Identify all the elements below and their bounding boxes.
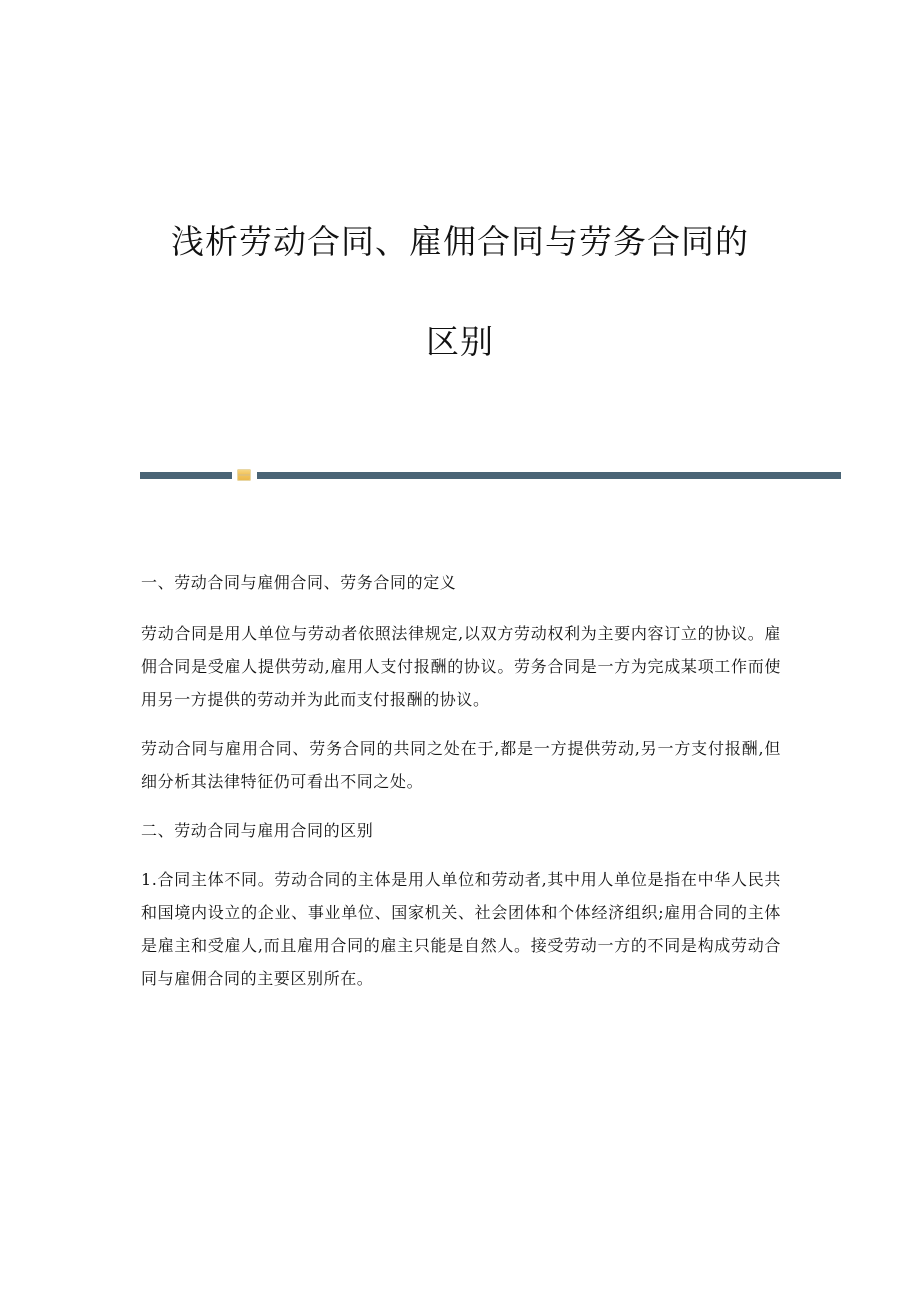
divider-bar-right [257, 472, 841, 479]
document-title-line-1: 浅析劳动合同、雇佣合同与劳务合同的 [171, 222, 749, 261]
document-title-line-2: 区别 [426, 322, 494, 361]
divider-bar-left [140, 472, 232, 479]
ribbon-ornament-icon [237, 469, 251, 481]
paragraph-point-1: 1.合同主体不同。劳动合同的主体是用人单位和劳动者,其中用人单位是指在中华人民共和国境内设立的企业、事业单位、国家机关、社会团体和个体经济组织;雇用合同的主体是雇主和受雇人,而且雇用合同的雇主只能是自然人。接受劳动一方的不同是构成劳动合同与雇佣合同的主要区别所在。 [141, 870, 781, 988]
document-body [141, 566, 781, 995]
section-heading-differences: 二、劳动合同与雇用合同的区别 [141, 821, 374, 840]
paragraph-definitions: 劳动合同是用人单位与劳动者依照法律规定,以双方劳动权利为主要内容订立的协议。雇佣合同是受雇人提供劳动,雇用人支付报酬的协议。劳务合同是一方为完成某项工作而使用另一方提供的劳动并为此而支付报酬的协议。 [141, 624, 781, 709]
paragraph-common-points: 劳动合同与雇用合同、劳务合同的共同之处在于,都是一方提供劳动,另一方支付报酬,但细分析其法律特征仍可看出不同之处。 [141, 739, 781, 791]
title-divider [140, 469, 841, 481]
section-heading-definitions: 一、劳动合同与雇佣合同、劳务合同的定义 [141, 573, 457, 592]
